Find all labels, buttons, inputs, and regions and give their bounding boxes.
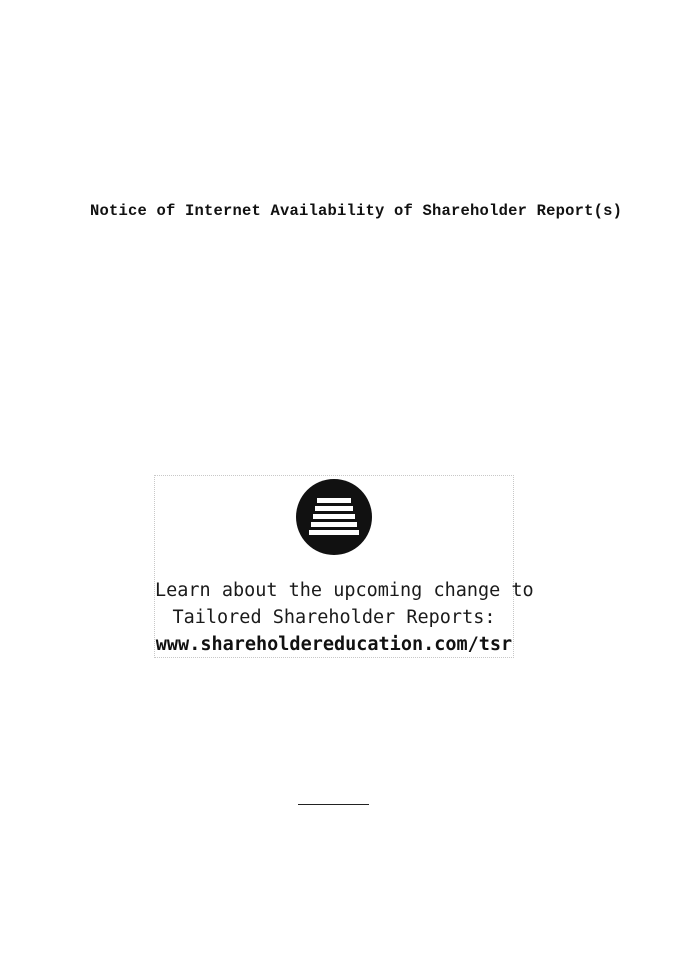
tsr-url-link[interactable]: www.shareholdereducation.com/tsr	[155, 634, 513, 655]
tsr-notice-box	[154, 475, 534, 658]
tsr-notice-text	[155, 577, 534, 658]
page-title: Notice of Internet Availability of Shareholder Report(s)	[90, 202, 623, 220]
tsr-notice-line-2: Tailored Shareholder Reports:	[172, 607, 496, 628]
footer-divider	[298, 804, 369, 805]
stacked-documents-icon	[291, 479, 377, 555]
tsr-notice-line-1: Learn about the upcoming change to	[155, 580, 534, 601]
